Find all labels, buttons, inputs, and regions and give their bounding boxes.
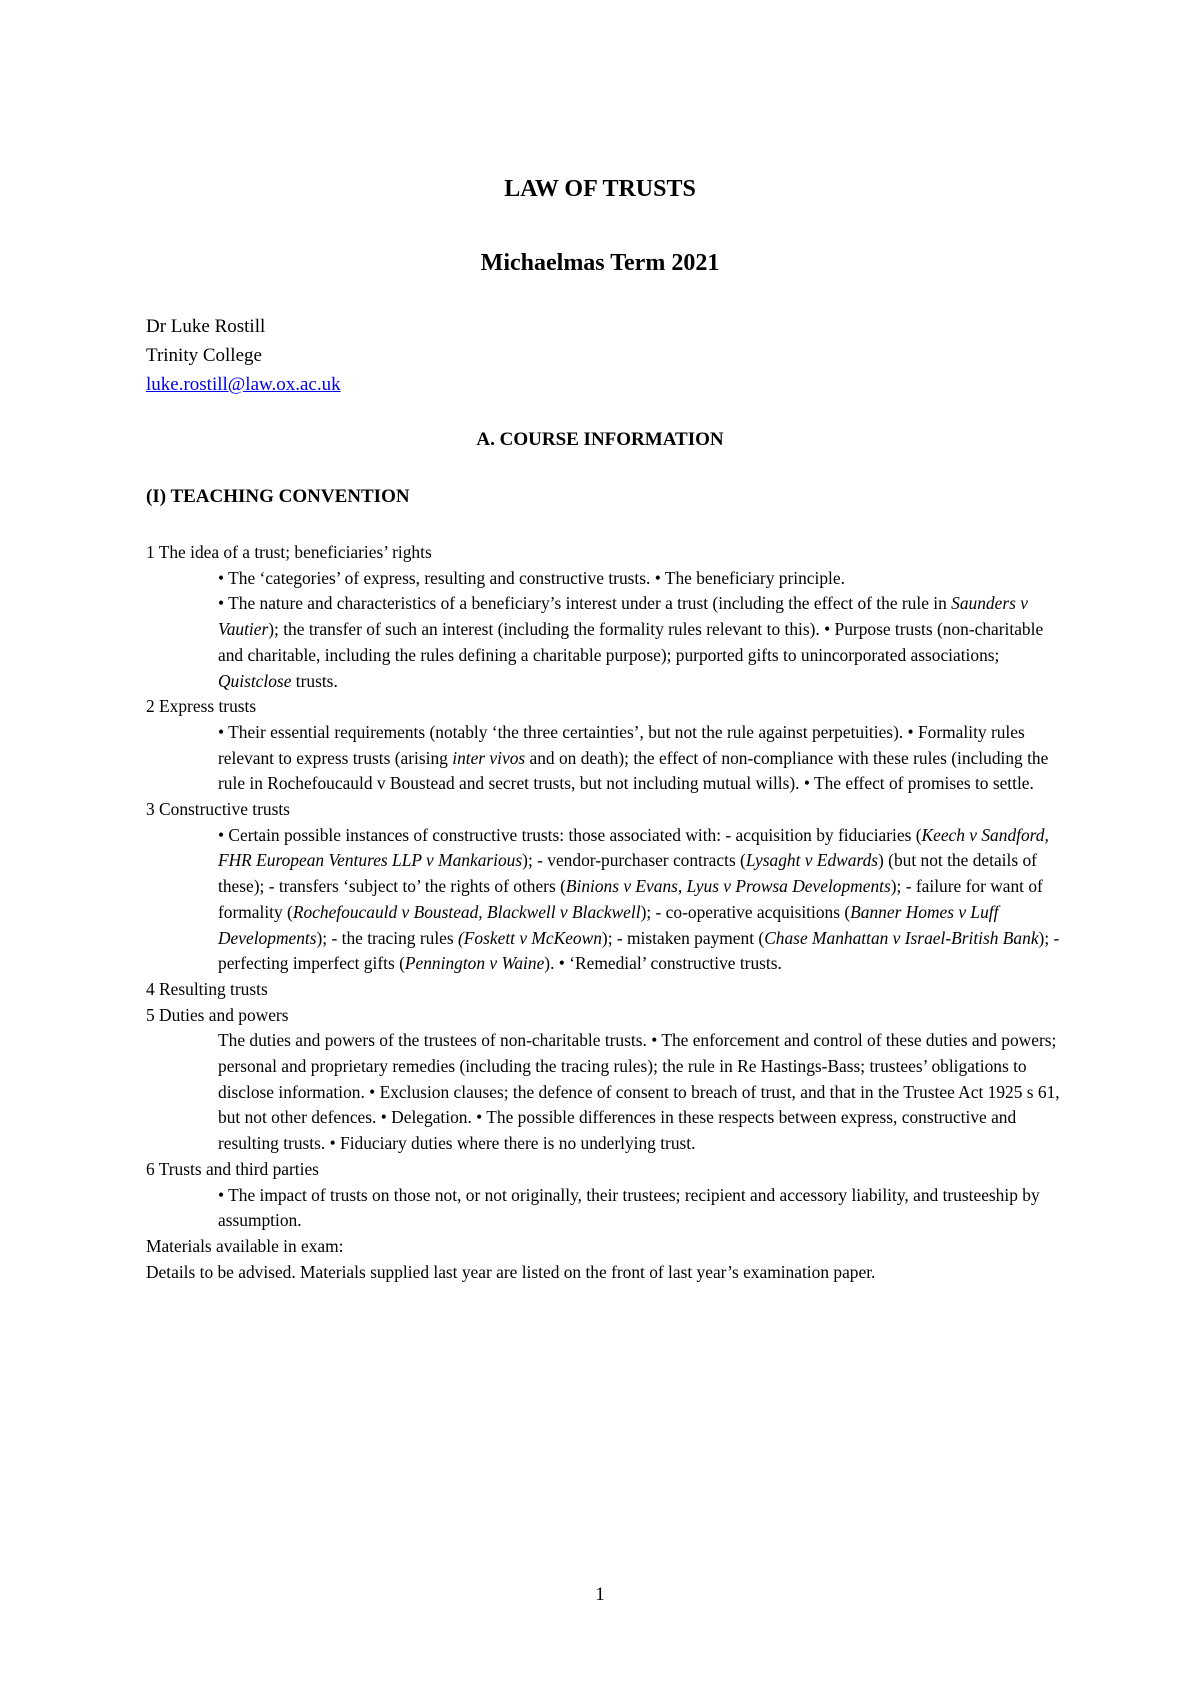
topic-paragraph <box>218 591 1066 694</box>
case-name: Banner Homes v Luff Developments <box>218 901 999 948</box>
text-segment: ). • ‘Remedial’ constructive trusts. <box>544 953 782 974</box>
text-segment: • Their essential requirements (notably ‘the three certainties’, but not the rule against perpetuities). • Formality rules relevant to express trusts (arising <box>218 721 1025 768</box>
case-name: inter vivos <box>452 747 526 768</box>
section-heading: A. COURSE INFORMATION <box>476 429 724 450</box>
text-segment: ); the transfer of such an interest (including the formality rules relevant to this). • Purpose trusts (non-charitable and charitable, including the rules defining a charitable purpose); purported gifts to unincorporated associations; <box>218 619 1044 665</box>
case-name: Saunders v Vautier <box>218 593 1028 640</box>
course-content <box>146 540 1066 1285</box>
topic-heading: 6 Trusts and third parties <box>146 1158 319 1179</box>
text-segment: ) (but not the details of these); - transfers ‘subject to’ the rights of others ( <box>218 850 1037 897</box>
case-name: Rochefoucauld v Boustead, Blackwell v Blackwell <box>292 901 641 922</box>
topic-heading: 1 The idea of a trust; beneficiaries’ rights <box>146 542 432 562</box>
text-segment: • The nature and characteristics of a beneficiary’s interest under a trust (including the effect of the rule in <box>218 593 952 614</box>
case-name: Pennington v Waine <box>404 953 545 974</box>
topic-paragraph <box>218 1183 1066 1234</box>
text-segment: The duties and powers of the trustees of non-charitable trusts. • The enforcement and control of these duties and powers; personal and proprietary remedies (including the tracing rules); the rule in Re Hastings-Bass; trustees’ obligations to disclose information. • Exclusion clauses; the defence of consent to breach of trust, and that in the Trustee Act 1925 s 61, but not other defences. • Delegation. • The possible differences in these respects between express, constructive and resulting trusts. • Fiduciary duties where there is no underlying trust. <box>218 1030 1060 1154</box>
text-segment: trusts. <box>291 670 338 691</box>
author-email-link[interactable]: luke.rostill@law.ox.ac.uk <box>146 374 341 395</box>
author-college: Trinity College <box>146 345 262 366</box>
text-segment: and on death); the effect of non-compliance with these rules (including the rule in Rochefoucauld v Boustead and secret trusts, but not including mutual wills). • The effect of promises to settle. <box>218 747 1049 794</box>
subsection-heading: (I) TEACHING CONVENTION <box>146 486 410 507</box>
topic-heading: 2 Express trusts <box>146 696 257 717</box>
author-name: Dr Luke Rostill <box>146 316 266 337</box>
text-segment: ); - failure for want of formality ( <box>218 876 1043 922</box>
case-name: (Foskett v McKeown <box>458 927 602 948</box>
topic-paragraph <box>218 566 1066 592</box>
document-title: LAW OF TRUSTS <box>504 176 696 202</box>
text-segment: ); - co-operative acquisitions ( <box>640 901 851 922</box>
case-name: Keech v Sandford, FHR European Ventures LLP v Mankarious <box>218 824 1049 871</box>
topic-paragraph <box>218 823 1066 977</box>
text-segment: ); - the tracing rules <box>316 927 459 948</box>
case-name: Chase Manhattan v Israel-British Bank <box>764 927 1039 948</box>
case-name: Lysaght v Edwards <box>745 850 879 871</box>
case-name: Quistclose <box>218 670 292 691</box>
topic-paragraph <box>218 1028 1066 1157</box>
text-segment: • The impact of trusts on those not, or not originally, their trustees; recipient and accessory liability, and trusteeship by assumption. <box>218 1184 1040 1231</box>
text-segment: • Certain possible instances of constructive trusts: those associated with: - acquisition by fiduciaries ( <box>218 824 922 845</box>
topic-heading: 3 Constructive trusts <box>146 799 290 820</box>
text-segment: ); - mistaken payment ( <box>601 927 765 948</box>
materials-label: Materials available in exam: <box>146 1235 344 1256</box>
materials-text: Details to be advised. Materials supplied last year are listed on the front of last year’s examination paper. <box>146 1261 876 1282</box>
text-segment: ); - vendor-purchaser contracts ( <box>522 850 746 871</box>
topic-heading: 4 Resulting trusts <box>146 978 268 999</box>
author-block <box>146 312 341 399</box>
page-number: 1 <box>595 1584 605 1605</box>
case-name: Binions v Evans, Lyus v Prowsa Developments <box>565 876 891 897</box>
topic-paragraph <box>218 720 1066 797</box>
topic-heading: 5 Duties and powers <box>146 1004 289 1025</box>
text-segment: • The ‘categories’ of express, resulting and constructive trusts. • The beneficiary principle. <box>218 567 845 588</box>
document-subtitle: Michaelmas Term 2021 <box>480 250 720 276</box>
text-segment: ); -perfecting imperfect gifts ( <box>218 927 1060 974</box>
